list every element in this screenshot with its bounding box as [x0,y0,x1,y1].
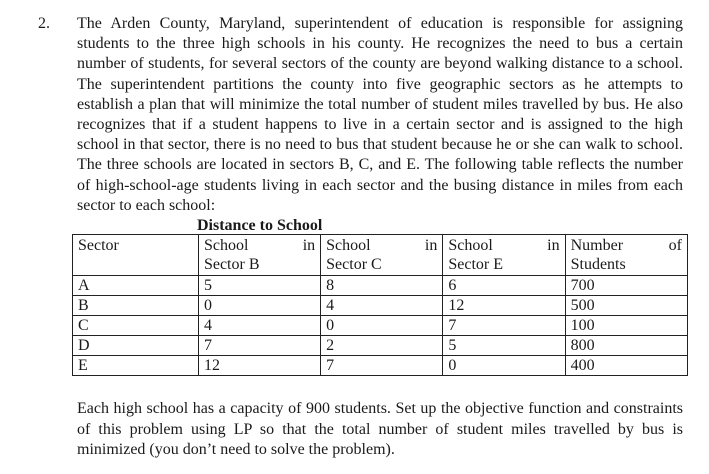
question-number: 2. [38,15,50,32]
cell-students: 700 [565,276,687,296]
cell-sector: A [73,276,199,296]
cell-sector: D [73,336,199,356]
header-number-of-students: Number of Students [565,235,687,276]
cell-students: 400 [565,356,687,376]
cell-distance-e: 6 [443,276,565,296]
cell-distance-e: 5 [443,336,565,356]
cell-students: 100 [565,316,687,336]
cell-distance-c: 4 [321,296,443,316]
table-row [73,276,688,296]
table-row [73,316,688,336]
cell-distance-c: 0 [321,316,443,336]
header-sector: Sector [73,235,199,276]
cell-distance-b: 12 [198,356,320,376]
cell-distance-b: 7 [198,336,320,356]
cell-distance-e: 7 [443,316,565,336]
header-school-b: School in Sector B [198,235,320,276]
cell-students: 500 [565,296,687,316]
distance-table [72,234,688,376]
table-header-row [73,235,688,276]
table-row [73,356,688,376]
cell-distance-b: 0 [198,296,320,316]
cell-sector: E [73,356,199,376]
cell-distance-c: 8 [321,276,443,296]
cell-students: 800 [565,336,687,356]
cell-sector: B [73,296,199,316]
header-school-e: School in Sector E [443,235,565,276]
cell-sector: C [73,316,199,336]
cell-distance-c: 2 [321,336,443,356]
problem-closing-paragraph: Each high school has a capacity of 900 students. Set up the objective function and constraints of this problem using LP so that the total number of student miles travelled by bus is minimized (you don’t need to solve the problem). [77,400,683,458]
cell-distance-e: 12 [443,296,565,316]
table-caption: Distance to School [197,217,323,234]
cell-distance-b: 5 [198,276,320,296]
header-school-c: School in Sector C [321,235,443,276]
problem-intro-paragraph: The Arden County, Maryland, superintendent of education is responsible for assigning students to the three high schools in his county. He recognizes the need to bus a certain number of students, for several sectors of the county are beyond walking distance to a school. The superintendent partitions the county into five geographic sectors as he attempts to establish a plan that will minimize the total number of student miles travelled by bus. He also recognizes that if a student happens to live in a certain sector and is assigned to the high school in that sector, there is no need to bus that student because he or she can walk to school. The three schools are located in sectors B, C, and E. The following table reflects the number of high-school-age students living in each sector and the busing distance in miles from each sector to each school: [77,15,683,214]
table-row [73,336,688,356]
cell-distance-e: 0 [443,356,565,376]
table-row [73,296,688,316]
cell-distance-c: 7 [321,356,443,376]
cell-distance-b: 4 [198,316,320,336]
